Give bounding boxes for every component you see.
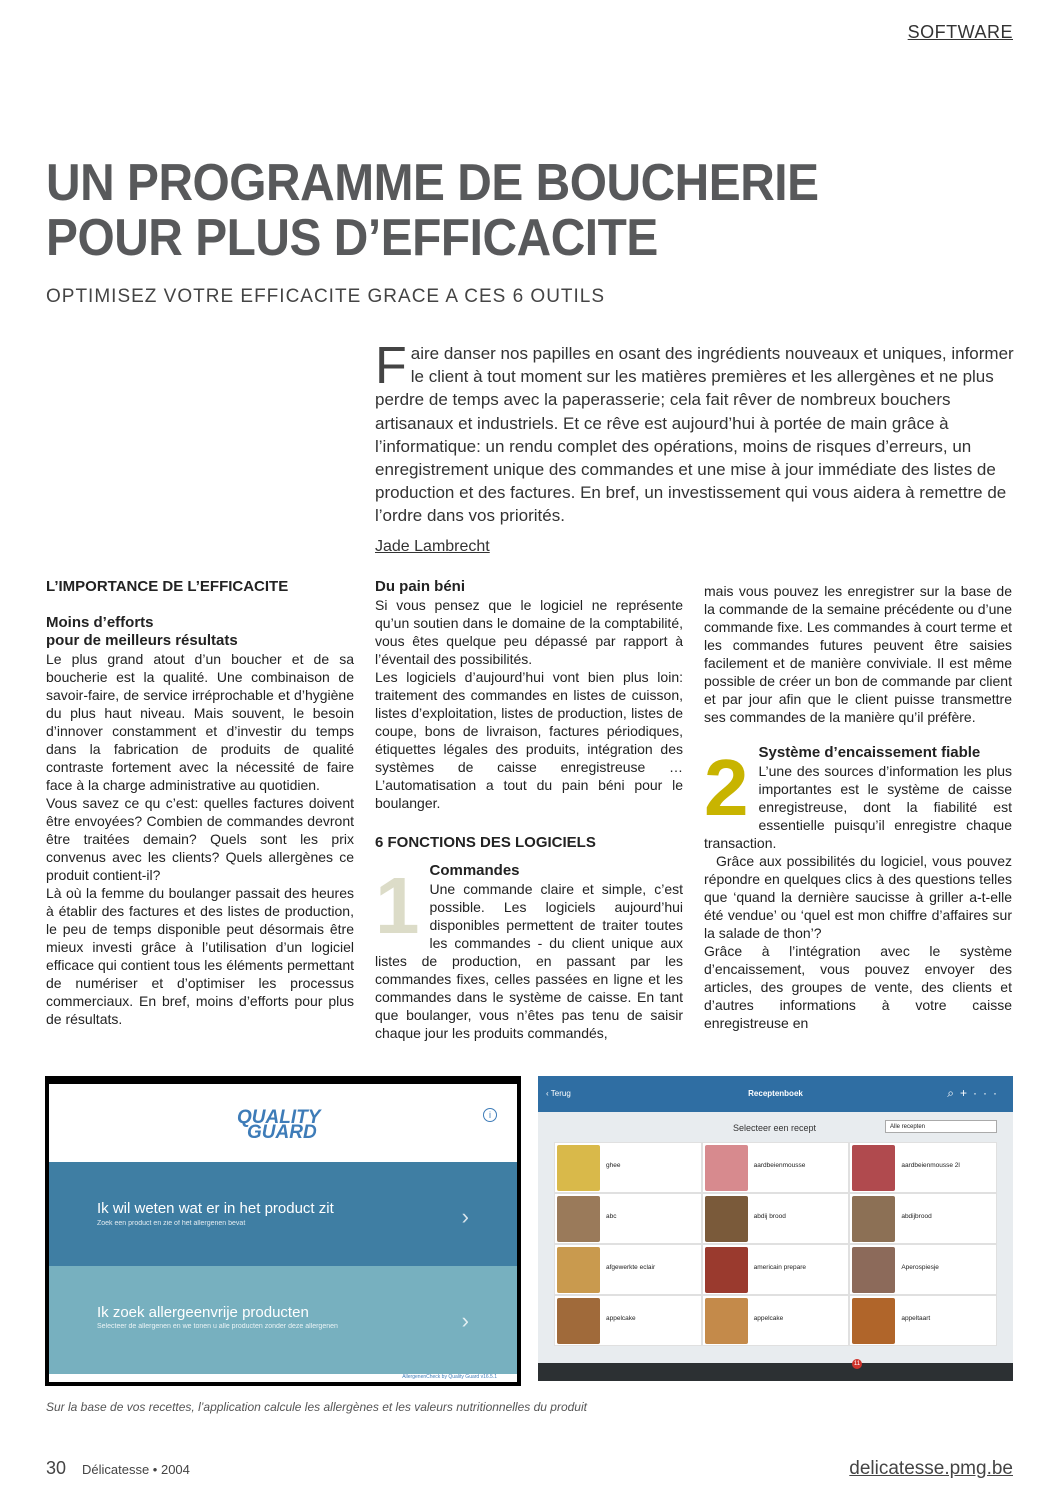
app-header xyxy=(538,1076,1013,1112)
option-allergen-free[interactable] xyxy=(49,1266,517,1374)
recipe-name: abdij brood xyxy=(753,1213,786,1220)
more-icon[interactable]: ··· xyxy=(973,1086,1003,1100)
recipe-thumbnail xyxy=(852,1196,895,1242)
paragraph: Vous savez ce qu c’est: quelles factures doivent être envoyées? Combien de commandes devront être traitées demain? Quels sont les prix convenus avec les clients? Quels allergènes ce produit contient-il? xyxy=(46,795,354,883)
option-ingredients[interactable] xyxy=(49,1162,517,1270)
recipe-name: appeltaart xyxy=(901,1315,931,1322)
recipe-name: ghee xyxy=(606,1162,621,1169)
section-heading: L’IMPORTANCE DE L’EFFICACITE xyxy=(46,578,289,595)
image-caption: Sur la base de vos recettes, l’application calcule les allergènes et les valeurs nutritionnelles du produit xyxy=(46,1400,587,1414)
author: Jade Lambrecht xyxy=(375,538,490,555)
page-number: 30 xyxy=(46,1458,67,1478)
recipe-thumbnail xyxy=(557,1298,600,1344)
header-icons xyxy=(947,1086,1003,1101)
paragraph: Une commande claire et simple, c’est possible. Les logiciels aujourd’hui disponibles permettent de traiter toutes les commandes - du client unique aux listes de production, en passant par les commandes fixes, celles passées en ligne et les commandes dans le système de caisse. En tant que boulanger, vous n’êtes pas tenu de saisir chaque jour les produits commandés, xyxy=(375,881,683,1041)
recipe-thumbnail xyxy=(852,1298,895,1344)
recipe-item[interactable] xyxy=(849,1142,997,1193)
back-button[interactable]: ‹ Terug xyxy=(546,1089,571,1098)
section-heading: 6 FONCTIONS DES LOGICIELS xyxy=(375,834,596,851)
screenshot-allergen-app xyxy=(45,1076,521,1386)
paragraph: Si vous pensez que le logiciel ne représente qu’un soutien dans le domaine de la comptabilité, vous êtes quelque peu dépassé par rapport à l’éventail des possibilités. xyxy=(375,597,683,667)
recipe-item[interactable] xyxy=(849,1295,997,1346)
dropcap: F xyxy=(375,337,407,395)
intro-paragraph xyxy=(375,337,1015,528)
recipe-grid xyxy=(554,1142,997,1346)
option-subtitle: Zoek een product en zie of het allergenen bevat xyxy=(97,1220,246,1227)
recipe-thumbnail xyxy=(705,1145,748,1191)
recipe-name: appelcake xyxy=(753,1315,784,1322)
recipe-name: abc xyxy=(606,1213,617,1220)
recipe-item[interactable] xyxy=(554,1295,702,1346)
website-link[interactable]: delicatesse.pmg.be xyxy=(849,1458,1013,1479)
recipe-name: aardbeienmousse xyxy=(753,1162,806,1169)
recipe-item[interactable] xyxy=(554,1193,702,1244)
recipe-thumbnail xyxy=(852,1145,895,1191)
option-title: Ik wil weten wat er in het product zit xyxy=(97,1200,334,1217)
recipe-filter-select[interactable]: Alle recepten xyxy=(885,1120,997,1133)
item-heading: Système d’encaissement fiable xyxy=(758,744,981,761)
recipe-item[interactable] xyxy=(849,1193,997,1244)
paragraph: Le plus grand atout d’un boucher et de sa boucherie est la qualité. Une combinaison de savoir-faire, de service irréprochable et d’hygiène du plus haut niveau. Mais souvent, le besoin d’innover constamment et d’investir du temps dans la fabrication de produits de qualité contraste fortement avec la nécessité de faire face à la charge administrative au quotidien. xyxy=(46,651,354,793)
column-1 xyxy=(46,578,354,1028)
info-icon[interactable]: i xyxy=(483,1108,497,1122)
paragraph: Les logiciels d’aujourd’hui vont bien plus loin: traitement des commandes en listes de cuisson, listes d’exploitation, listes de production, listes de coupe, bons de livraison, factures périodiques, étiquettes légales des produits, intégration des systèmes de caisse enregistreuse … L’automatisation a tout du pain béni pour le boulanger. xyxy=(375,669,683,811)
chevron-right-icon: › xyxy=(461,1204,469,1229)
recipe-item[interactable] xyxy=(554,1142,702,1193)
recipe-thumbnail xyxy=(557,1196,600,1242)
item-heading: Commandes xyxy=(429,862,520,879)
paragraph: Grâce à l’intégration avec le système d’encaissement, vous pouvez envoyer des articles, des groupes de vente, des clients et d’autres informations à votre caisse enregistreuse en xyxy=(704,943,1012,1031)
section-tag: SOFTWARE xyxy=(907,22,1013,42)
magazine-name: Délicatesse • 2004 xyxy=(82,1462,190,1477)
recipe-item[interactable] xyxy=(702,1295,850,1346)
recipe-item[interactable] xyxy=(702,1244,850,1295)
tab-bar xyxy=(538,1363,1013,1381)
column-2 xyxy=(375,578,683,1042)
search-icon[interactable]: ⌕ xyxy=(947,1086,960,1100)
subheading: pour de meilleurs résultats xyxy=(46,632,238,649)
intro-text: aire danser nos papilles en osant des ingrédients nouveaux et uniques, informer le client à tout moment sur les matières premières et les allergènes et ne plus perdre de temps avec la paperasserie; cela fait rêver de nombreux bouchers artisanaux et industriels. Et ce rêve est aujourd’hui à portée de main grâce à l’informatique: un rendu complet des opérations, moins de risques d’erreurs, un enregistrement unique des commandes et une mise à jour immédiate des listes de production et des factures. En bref, un investissement qui vous aidera à remettre de l’ordre dans vos priorités. xyxy=(375,344,1014,526)
subheading: Moins d’efforts xyxy=(46,614,154,631)
recipe-item[interactable] xyxy=(702,1142,850,1193)
paragraph: L’une des sources d’information les plus importantes est le système de caisse enregistreuse, dont la fiabilité est essentielle puisqu’il enregistre chaque transaction. xyxy=(704,763,1012,851)
paragraph: Grâce aux possibilités du logiciel, vous pouvez répondre en quelques clics à des questions telles que ‘quand la dernière saucisse à griller a-t-elle été vendue’ ou ‘quel est mon chiffre d’affaires sur la salade de thon’? xyxy=(704,853,1012,941)
recipe-thumbnail xyxy=(705,1196,748,1242)
number-one: 1 xyxy=(375,861,420,950)
recipe-thumbnail xyxy=(557,1145,600,1191)
headline: UN PROGRAMME DE BOUCHERIE POUR PLUS D’EFFICACITE xyxy=(46,154,819,267)
option-title: Ik zoek allergeenvrije producten xyxy=(97,1304,309,1321)
recipe-body xyxy=(538,1112,1013,1363)
recipe-thumbnail xyxy=(705,1298,748,1344)
notification-badge: 11 xyxy=(853,1361,861,1367)
column-3 xyxy=(704,582,1012,1032)
paragraph: mais vous pouvez les enregistrer sur la base de la commande de la semaine précédente ou d’une commande fixe. Les commandes à court terme et les commandes futures peuvent être saisies facilement et de manière conviviale. Il est même possible de créer un bon de commande par client et par jour afin que le client puisse transmettre ses commandes de la manière qu’il préfère. xyxy=(704,583,1012,725)
recipe-name: aardbeienmousse 2l xyxy=(901,1162,960,1169)
app-title: Receptenboek xyxy=(748,1089,803,1098)
screenshot-recipe-book xyxy=(538,1076,1013,1381)
recipe-thumbnail xyxy=(557,1247,600,1293)
recipe-thumbnail xyxy=(705,1247,748,1293)
recipe-item[interactable] xyxy=(702,1193,850,1244)
section-heading: Du pain béni xyxy=(375,578,465,595)
chevron-right-icon: › xyxy=(461,1308,469,1333)
number-two: 2 xyxy=(704,743,749,832)
recipe-item[interactable] xyxy=(849,1244,997,1295)
recipe-name: abdijbrood xyxy=(901,1213,932,1220)
add-icon[interactable]: + xyxy=(959,1086,973,1100)
recipe-name: appelcake xyxy=(606,1315,636,1322)
recipe-item[interactable] xyxy=(554,1244,702,1295)
recipe-name: Aperospiesje xyxy=(901,1264,939,1271)
paragraph: Là où la femme du boulanger passait des heures à établir des factures et des listes de production, le peu de temps disponible peut désormais être mieux investi grâce à l’utilisation d’un logiciel efficace qui contient tous les éléments permettant de numériser et d’optimiser les processus commerciaux. En bref, moins d’efforts pour plus de résultats. xyxy=(46,885,354,1027)
recipe-name: afgewerkte eclair xyxy=(606,1264,656,1271)
option-subtitle: Selecteer de allergenen en we tonen u alle producten zonder deze allergenen xyxy=(97,1323,338,1330)
recipe-thumbnail xyxy=(852,1247,895,1293)
quality-guard-logo: QUALITY GUARD xyxy=(237,1107,321,1143)
recipe-name: americain prepare xyxy=(753,1264,807,1271)
select-label: Selecteer een recept xyxy=(733,1123,817,1133)
subheadline: OPTIMISEZ VOTRE EFFICACITE GRACE A CES 6 OUTILS xyxy=(46,286,606,307)
app-version: AllergenenCheck by Quality Guard v16.5.1 xyxy=(402,1374,497,1380)
